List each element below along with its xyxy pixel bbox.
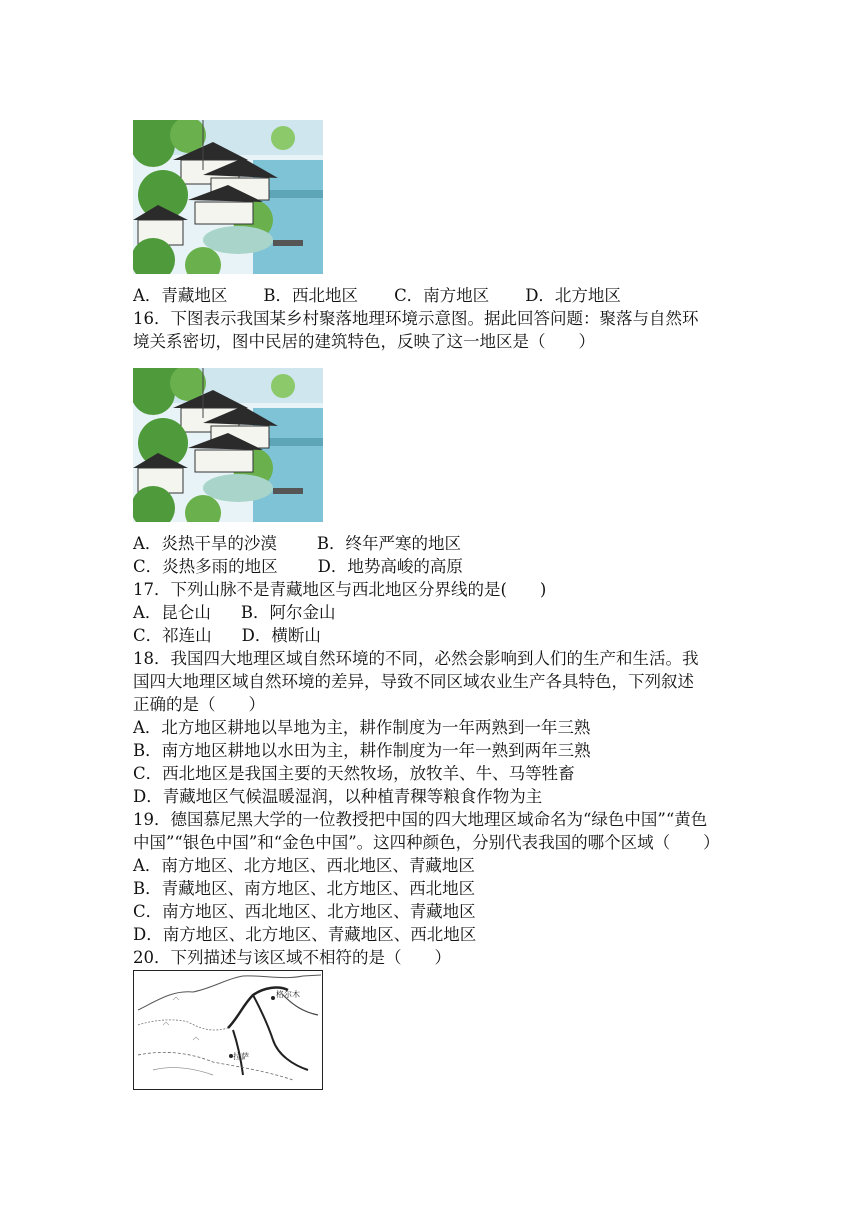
q18-stem-line2: 国四大地理区域自然环境的差异，导致不同区域农业生产各具特色，下列叙述 <box>133 672 694 691</box>
q19-option-a[interactable]: A．南方地区、北方地区、西北地区、青藏地区 <box>133 856 475 875</box>
q16-option-a[interactable]: A．炎热干旱的沙漠 <box>133 534 277 553</box>
map-label-golmud: 格尔木 <box>276 990 300 999</box>
q16-options-row2 <box>133 556 463 578</box>
q18-option-b[interactable]: B．南方地区耕地以水田为主，耕作制度为一年一熟到两年三熟 <box>133 741 591 760</box>
q18-stem-line1: 18．我国四大地理区域自然环境的不同，必然会影响到人们的生产和生活。我 <box>133 649 699 668</box>
q16-stem-line1: 16．下图表示我国某乡村聚落地理环境示意图。据此回答问题：聚落与自然环 <box>133 309 699 328</box>
q19-option-c[interactable]: C．南方地区、西北地区、北方地区、青藏地区 <box>133 902 476 921</box>
q15-option-d[interactable]: D．北方地区 <box>525 286 621 305</box>
q16-stem-line2: 境关系密切，图中民居的建筑特色，反映了这一地区是（ ） <box>133 332 595 351</box>
q18-option-a[interactable]: A．北方地区耕地以旱地为主，耕作制度为一年两熟到一年三熟 <box>133 718 591 737</box>
q15-options <box>133 285 621 307</box>
q16-options-row1 <box>133 533 461 555</box>
q19-stem-line1: 19．德国慕尼黑大学的一位教授把中国的四大地理区域命名为“绿色中国”“黄色 <box>133 810 708 829</box>
village-illustration-2 <box>133 368 323 522</box>
q15-option-c[interactable]: C．南方地区 <box>394 286 490 305</box>
q18-option-d[interactable]: D．青藏地区气候温暖湿润，以种植青稞等粮食作物为主 <box>133 787 543 806</box>
q15-option-a[interactable]: A．青藏地区 <box>133 286 228 305</box>
q16-option-b[interactable]: B．终年严寒的地区 <box>316 534 462 553</box>
q19-stem-line2: 中国”“银色中国”和“金色中国”。这四种颜色，分别代表我国的哪个区域（ ） <box>133 833 720 852</box>
q19-option-d[interactable]: D．南方地区、北方地区、青藏地区、西北地区 <box>133 925 477 944</box>
map-label-lhasa: 拉萨 <box>233 1052 249 1061</box>
q17-options-row1 <box>133 602 336 624</box>
q15-option-b[interactable]: B．西北地区 <box>263 286 359 305</box>
q19-option-b[interactable]: B．青藏地区、南方地区、北方地区、西北地区 <box>133 879 476 898</box>
q18-option-c[interactable]: C．西北地区是我国主要的天然牧场，放牧羊、牛、马等牲畜 <box>133 764 575 783</box>
q16-option-c[interactable]: C．炎热多雨的地区 <box>133 557 278 576</box>
q16-option-d[interactable]: D．地势高峻的高原 <box>317 557 463 576</box>
q17-option-b[interactable]: B．阿尔金山 <box>240 603 336 622</box>
q17-stem: 17．下列山脉不是青藏地区与西北地区分界线的是( ) <box>133 580 547 599</box>
village-illustration-1 <box>133 120 323 274</box>
q17-option-a[interactable]: A．昆仑山 <box>133 603 211 622</box>
qinghai-tibet-map <box>133 970 323 1090</box>
q20-stem: 20．下列描述与该区域不相符的是（ ） <box>133 948 451 967</box>
q18-stem-line3: 正确的是（ ） <box>133 695 265 714</box>
q17-option-c[interactable]: C．祁连山 <box>133 626 212 645</box>
q17-options-row2 <box>133 625 321 647</box>
q17-option-d[interactable]: D．横断山 <box>241 626 321 645</box>
